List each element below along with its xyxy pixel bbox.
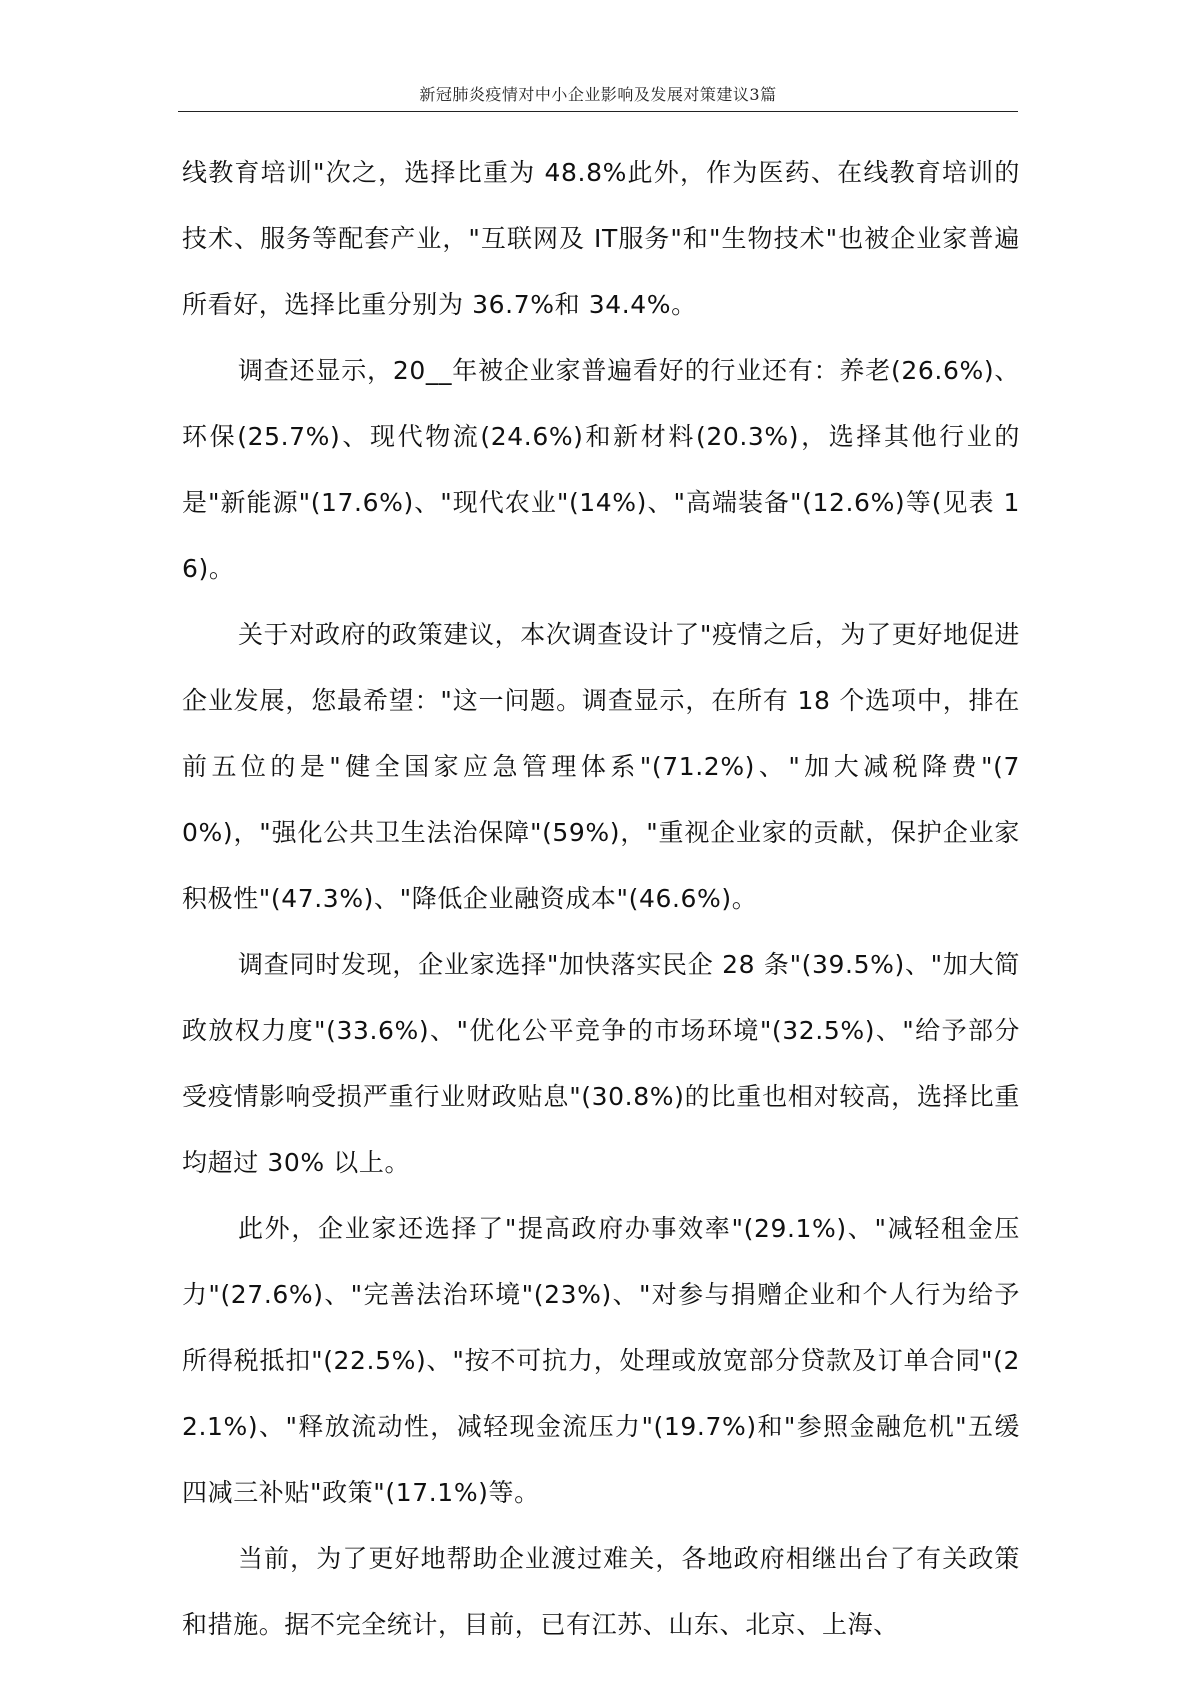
header-divider [178,111,1018,112]
paragraph-2: 调查还显示，20__年被企业家普遍看好的行业还有：养老(26.6%)、环保(25.7%)、现代物流(24.6%)和新材料(20.3%)，选择其他行业的是"新能源"(17.6%)、"现代农业"(14%)、"高端装备"(12.6%)等(见表 16)。 [182,356,1020,583]
paragraph-3: 关于对政府的政策建议，本次调查设计了"疫情之后，为了更好地促进企业发展，您最希望："这一问题。调查显示，在所有 18 个选项中，排在前五位的是"健全国家应急管理体系"(71.2%)、"加大减税降费"(70%)，"强化公共卫生法治保障"(59%)，"重视企业家的贡献，保护企业家积极性"(47.3%)、"降低企业融资成本"(46.6%)。 [182,620,1020,913]
paragraph-6: 当前，为了更好地帮助企业渡过难关，各地政府相继出台了有关政策和措施。据不完全统计，目前，已有江苏、山东、北京、上海、 [182,1544,1020,1639]
document-body [182,140,1020,1658]
paragraph-1: 线教育培训"次之，选择比重为 48.8%此外，作为医药、在线教育培训的技术、服务等配套产业，"互联网及 IT服务"和"生物技术"也被企业家普遍所看好，选择比重分别为 36.7%和 34.4%。 [182,158,1020,319]
paragraph-4: 调查同时发现，企业家选择"加快落实民企 28 条"(39.5%)、"加大简政放权力度"(33.6%)、"优化公平竞争的市场环境"(32.5%)、"给予部分受疫情影响受损严重行业财政贴息"(30.8%)的比重也相对较高，选择比重均超过 30% 以上。 [182,950,1020,1177]
paragraph-5: 此外，企业家还选择了"提高政府办事效率"(29.1%)、"减轻租金压力"(27.6%)、"完善法治环境"(23%)、"对参与捐赠企业和个人行为给予所得税抵扣"(22.5%)、"按不可抗力，处理或放宽部分贷款及订单合同"(22.1%)、"释放流动性，减轻现金流压力"(19.7%)和"参照金融危机"五缓四减三补贴"政策"(17.1%)等。 [182,1214,1020,1507]
page-header: 新冠肺炎疫情对中小企业影响及发展对策建议3篇 [419,85,777,104]
